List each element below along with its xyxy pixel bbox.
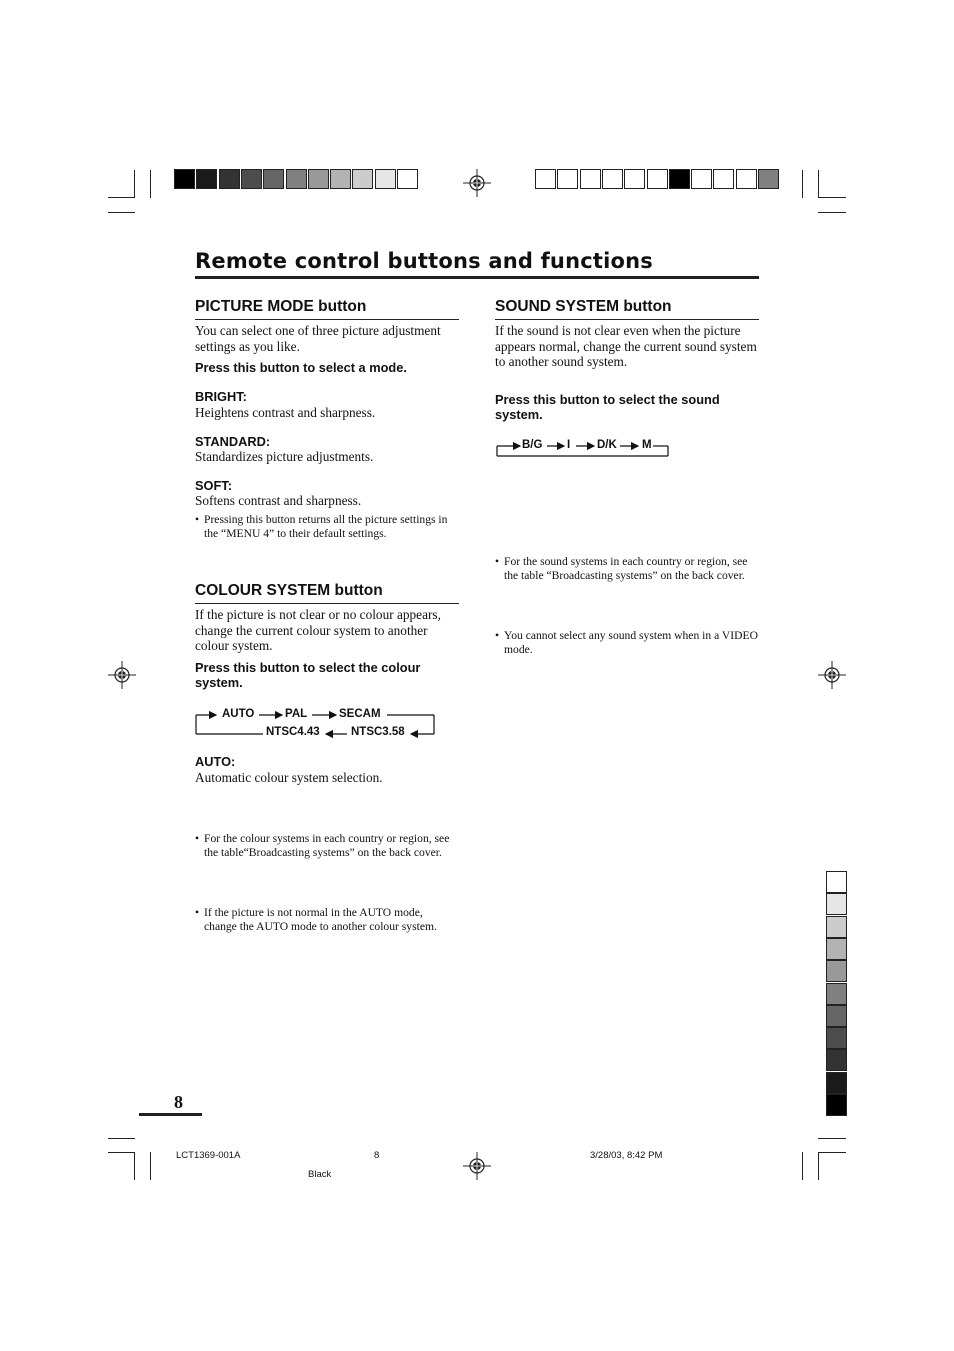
color-swatch xyxy=(352,169,373,189)
mode-standard-label: STANDARD: xyxy=(195,434,271,449)
auto-desc: Automatic colour system selection. xyxy=(195,770,383,785)
color-swatch xyxy=(557,169,578,189)
registration-mark-right-icon xyxy=(818,661,846,689)
auto-label: AUTO: xyxy=(195,754,236,769)
color-swatch xyxy=(713,169,734,189)
mode-bright-label: BRIGHT: xyxy=(195,389,247,404)
sound-flow-dk: D/K xyxy=(597,439,617,451)
colour-system-heading: COLOUR SYSTEM button xyxy=(195,582,383,599)
color-swatch xyxy=(691,169,712,189)
sound-flow-i: I xyxy=(567,439,571,451)
sound-flow-bg: B/G xyxy=(522,439,543,451)
mode-soft-label: SOFT: xyxy=(195,478,232,493)
color-swatch xyxy=(826,1005,847,1027)
mode-soft-desc: Softens contrast and sharpness. xyxy=(195,493,362,508)
color-swatch xyxy=(669,169,690,189)
mode-bright-desc: Heightens contrast and sharpness. xyxy=(195,405,376,420)
colour-flow-ntsc443: NTSC4.43 xyxy=(266,726,320,738)
color-swatch xyxy=(826,1094,847,1116)
color-swatch xyxy=(826,1049,847,1071)
color-swatch xyxy=(330,169,351,189)
color-swatch xyxy=(174,169,195,189)
colour-flow-ntsc358: NTSC3.58 xyxy=(351,726,405,738)
registration-mark-top-icon xyxy=(463,169,491,197)
color-swatch xyxy=(826,871,847,893)
colour-system-note-2: • If the picture is not normal in the AUTO mode, change the AUTO mode to another colour system. xyxy=(195,906,454,934)
color-swatch xyxy=(826,1027,847,1049)
footer-doc-code: LCT1369-001A xyxy=(176,1150,241,1161)
footer-plate: Black xyxy=(308,1169,332,1180)
registration-mark-left-icon xyxy=(108,661,136,689)
color-swatch xyxy=(241,169,262,189)
color-swatch xyxy=(826,983,847,1005)
color-swatch xyxy=(736,169,757,189)
colour-flow-pal: PAL xyxy=(285,708,308,720)
color-swatch xyxy=(758,169,779,189)
colour-system-rule xyxy=(195,603,459,604)
color-swatch xyxy=(308,169,329,189)
color-swatch xyxy=(826,960,847,982)
picture-mode-rule xyxy=(195,319,459,320)
sound-system-instruction: Press this button to select the sound system. xyxy=(495,392,720,422)
footer-date: 3/28/03, 8:42 PM xyxy=(590,1150,663,1161)
color-swatch xyxy=(624,169,645,189)
colour-system-instruction: Press this button to select the colour system. xyxy=(195,660,421,690)
color-swatch xyxy=(286,169,307,189)
sound-system-rule xyxy=(495,319,759,320)
color-swatch xyxy=(602,169,623,189)
color-swatch xyxy=(826,1072,847,1094)
registration-mark-bottom-icon xyxy=(463,1152,491,1180)
picture-mode-heading: PICTURE MODE button xyxy=(195,298,367,315)
color-swatch xyxy=(196,169,217,189)
page-title: Remote control buttons and functions xyxy=(195,249,653,273)
mode-standard-desc: Standardizes picture adjustments. xyxy=(195,449,374,464)
color-swatch xyxy=(647,169,668,189)
colour-system-note-1: • For the colour systems in each country or region, see the table“Broadcasting systems” on the back cover. xyxy=(195,832,459,860)
sound-system-note-2: • You cannot select any sound system when in a VIDEO mode. xyxy=(495,629,766,657)
colour-flow-secam: SECAM xyxy=(339,708,381,720)
sound-flow-m: M xyxy=(642,439,652,451)
color-swatch xyxy=(826,893,847,915)
colour-flow-auto: AUTO xyxy=(222,708,255,720)
footer-page: 8 xyxy=(374,1150,380,1161)
color-swatch xyxy=(826,916,847,938)
colour-system-intro: If the picture is not clear or no colour appears, change the current colour system to another colour system. xyxy=(195,607,441,653)
page-number: 8 xyxy=(174,1092,183,1112)
color-swatch xyxy=(263,169,284,189)
color-swatch xyxy=(219,169,240,189)
picture-mode-instruction: Press this button to select a mode. xyxy=(195,360,407,375)
color-swatch xyxy=(826,938,847,960)
sound-system-note-1: • For the sound systems in each country or region, see the table “Broadcasting systems” on the back cover. xyxy=(495,555,762,583)
color-swatch xyxy=(375,169,396,189)
color-swatch xyxy=(535,169,556,189)
color-swatch xyxy=(580,169,601,189)
sound-system-heading: SOUND SYSTEM button xyxy=(495,298,672,315)
title-rule xyxy=(195,276,759,279)
picture-mode-intro: You can select one of three picture adjustment settings as you like. xyxy=(195,323,441,354)
sound-system-intro: If the sound is not clear even when the picture appears normal, change the current sound system to another sound system. xyxy=(495,323,757,369)
picture-mode-note: • Pressing this button returns all the picture settings in the “MENU 4” to their default settings. xyxy=(195,513,454,541)
color-swatch xyxy=(397,169,418,189)
page-number-rule xyxy=(139,1113,202,1116)
